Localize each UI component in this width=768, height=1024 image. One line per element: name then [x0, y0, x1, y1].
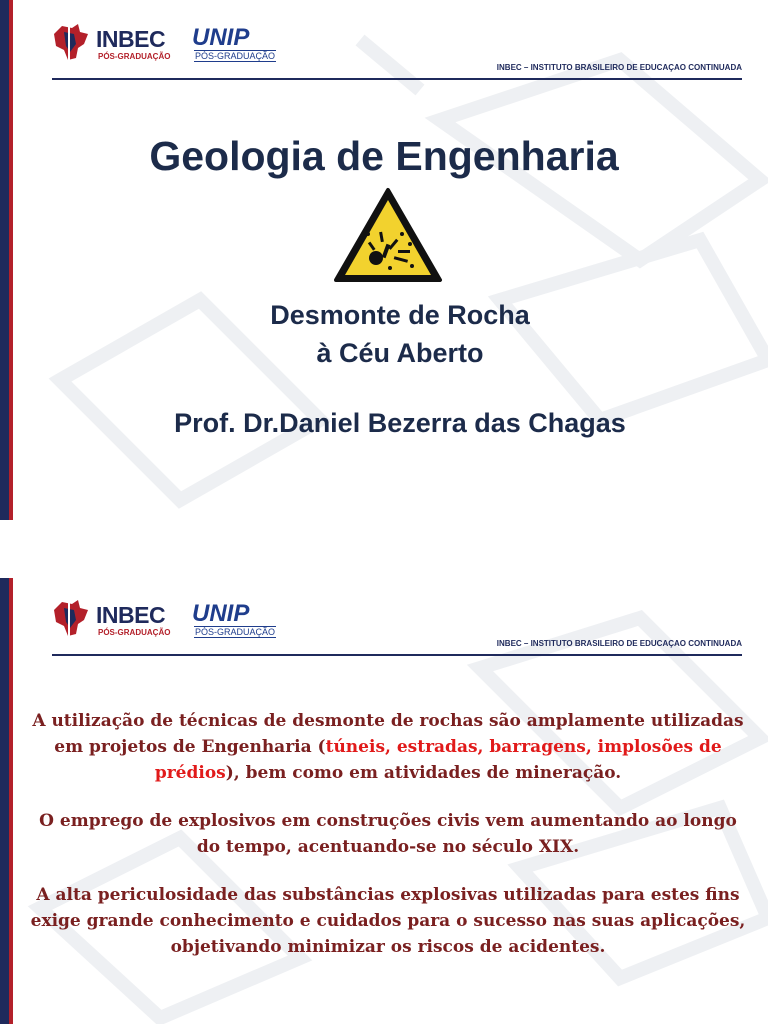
slide-header: [52, 598, 742, 658]
institute-name: INBEC – INSTITUTO BRASILEIRO DE EDUCAÇAO CONTINUADA: [496, 639, 742, 648]
inbec-logo: [52, 598, 177, 642]
inbec-logo: [52, 22, 177, 66]
paragraph-1: A utilização de técnicas de desmonte de rochas são amplamente utilizadas em projetos de Engenharia (túneis, estradas, barragens, implosões de prédios), bem como em atividades de mineração.: [32, 711, 744, 783]
header-divider: [52, 654, 742, 656]
professor-name: Prof. Dr.Daniel Bezerra das Chagas: [174, 408, 626, 438]
institute-name: INBEC – INSTITUTO BRASILEIRO DE EDUCAÇAO CONTINUADA: [496, 63, 742, 72]
slide-subtitle: [0, 296, 768, 372]
inbec-subtitle: PÓS-GRADUAÇÃO: [98, 52, 171, 61]
explosive-hazard-icon: [332, 186, 444, 286]
brazil-map-icon: [52, 22, 92, 62]
subtitle-line-1: Desmonte de Rocha: [270, 300, 530, 330]
unip-wordmark: UNIP: [192, 24, 250, 51]
unip-subtitle: PÓS-GRADUAÇÃO: [195, 627, 276, 637]
brazil-map-icon: [52, 598, 92, 638]
inbec-subtitle: PÓS-GRADUAÇÃO: [98, 628, 171, 637]
inbec-wordmark: INBEC: [96, 26, 166, 52]
slide-body: [28, 708, 748, 982]
paragraph-2: O emprego de explosivos em construções civis vem aumentando ao longo do tempo, acentuando-se no século XIX.: [39, 811, 737, 857]
slide-header: [52, 22, 742, 82]
unip-subtitle: PÓS-GRADUAÇÃO: [195, 51, 276, 61]
unip-logo: [192, 24, 292, 64]
slide-title: Geologia de Engenharia: [149, 133, 619, 179]
unip-logo: [192, 600, 292, 640]
content-slide: [0, 578, 768, 1024]
slide-gap: [0, 520, 768, 578]
inbec-wordmark: INBEC: [96, 602, 166, 628]
unip-wordmark: UNIP: [192, 600, 250, 627]
paragraph-3: A alta periculosidade das substâncias explosivas utilizadas para estes fins exige grande conhecimento e cuidados para o sucesso nas suas aplicações, objetivando minimizar os riscos de acidentes.: [30, 885, 746, 957]
subtitle-line-2: à Céu Aberto: [316, 338, 484, 368]
side-accent-bar: [0, 0, 14, 520]
highlighted-examples: túneis, estradas, barragens, implosões de prédios: [154, 737, 722, 783]
side-accent-bar: [0, 578, 14, 1024]
header-divider: [52, 78, 742, 80]
